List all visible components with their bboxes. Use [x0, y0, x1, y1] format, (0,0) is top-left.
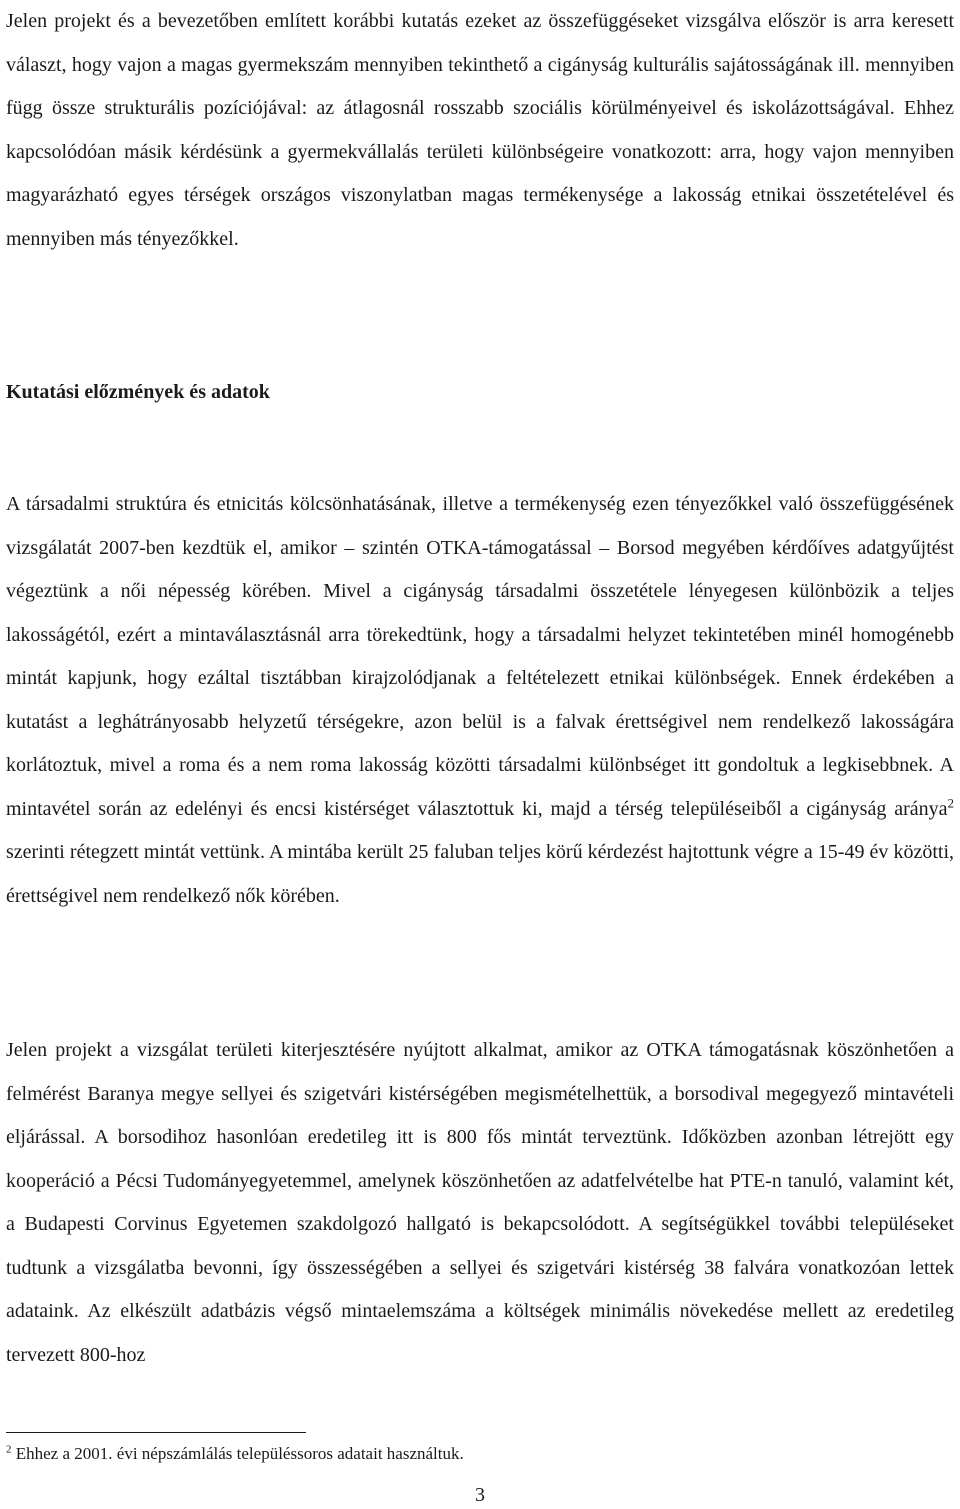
paragraph-intro: Jelen projekt és a bevezetőben említett korábbi kutatás ezeket az összefüggéseket vizsgálva először is arra keresett választ, hogy vajon a magas gyermekszám mennyiben tekinthető a cigányság kulturális sajátosságának ill. mennyiben függ össze strukturális pozíciójával: az átlagosnál rosszabb szociális körülményeivel és iskolázottságával. Ehhez kapcsolódóan másik kérdésünk a gyermekvállalás területi különbségeire vonatkozott: arra, hogy vajon mennyiben magyarázható egyes térségek országos viszonylatban magas termékenysége a lakosság etnikai összetételével és mennyiben más tényezőkkel. [6, 10, 954, 250]
paragraph-project-extension: Jelen projekt a vizsgálat területi kiterjesztésére nyújtott alkalmat, amikor az OTKA támogatásnak köszönhetően a felmérést Baranya megye sellyei és szigetvári kistérségében megismételhettük, a borsodival megegyező mintavételi eljárással. A borsodihoz hasonlóan eredetileg itt is 800 fős mintát terveztünk. Időközben azonban létrejött egy kooperáció a Pécsi Tudományegyetemmel, amelynek köszönhetően az adatfelvételbe hat PTE-n tanuló, valamint két, a Budapesti Corvinus Egyetemen szakdolgozó hallgató is bekapcsolódott. A segítségükkel további településeket tudtunk a vizsgálatba bevonni, így összességében a sellyei és szigetvári kistérség 38 falvára vonatkozóan lettek adataink. Az elkészült adatbázis végső mintaelemszáma a költségek minimális növekedése mellett az eredetileg tervezett 800-hoz [6, 1039, 954, 1366]
section-heading: Kutatási előzmények és adatok [6, 381, 270, 403]
footnote [6, 1442, 464, 1466]
page-number: 3 [475, 1484, 485, 1506]
footnote-number: 2 [6, 1443, 12, 1456]
paragraph-text-continued: szerinti rétegzett mintát vettünk. A mintába került 25 faluban teljes körű kérdezést hajtottunk végre a 15-49 év közötti, érettségivel nem rendelkező nők körében. [6, 841, 954, 907]
footnote-separator [6, 1432, 306, 1433]
footnote-text: Ehhez a 2001. évi népszámlálás településsoros adatait használtuk. [11, 1444, 464, 1463]
paragraph-text: A társadalmi struktúra és etnicitás kölcsönhatásának, illetve a termékenység ezen tényezőkkel való összefüggésének vizsgálatát 2007-ben kezdtük el, amikor – szintén OTKA-támogatással – Borsod megyében kérdőíves adatgyűjtést végeztünk a női népesség körében. Mivel a cigányság társadalmi összetétele lényegesen különbözik a teljes lakosságétól, ezért a mintaválasztásnál arra törekedtünk, hogy a társadalmi helyzet tekintetében minél homogénebb mintát kapjunk, hogy ezáltal tisztábban kirajzolódjanak a feltételezett etnikai különbségek. Ennek érdekében a kutatást a leghátrányosabb helyzetű térségekre, azon belül is a falvak érettségivel nem rendelkező lakosságára korlátoztuk, mivel a roma és a nem roma lakosság közötti társadalmi különbséget itt gondoltuk a legkisebbnek. A mintavétel során az edelényi és encsi kistérséget választottuk ki, majd a térség településeiből a cigányság aránya [6, 493, 954, 820]
paragraph-research-background [6, 483, 954, 918]
footnote-reference[interactable]: 2 [947, 794, 954, 810]
